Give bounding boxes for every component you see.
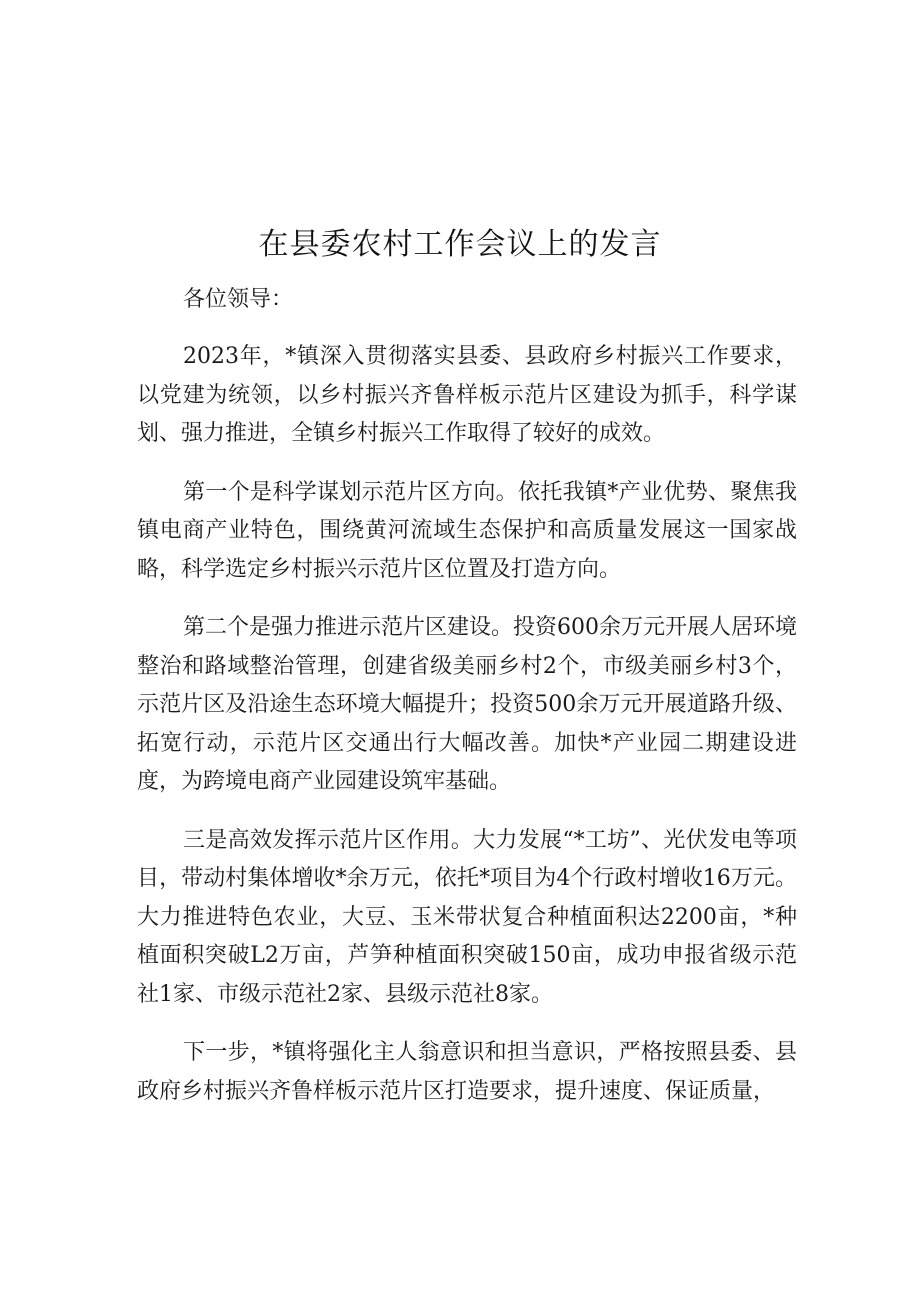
document-title: 在县委农村工作会议上的发言: [258, 227, 662, 262]
paragraph-intro: 2023年，*镇深入贯彻落实县委、县政府乡村振兴工作要求，以党建为统领，以乡村振兴齐鲁样板示范片区建设为抓手，科学谋划、强力推进，全镇乡村振兴工作取得了较好的成效。: [137, 344, 797, 446]
paragraph-point-two: 第二个是强力推进示范片区建设。投资600余万元开展人居环境整治和路域整治管理，创建省级美丽乡村2个，市级美丽乡村3个，示范片区及沿途生态环境大幅提升；投资500余万元开展道路升级、拓宽行动，示范片区交通出行大幅改善。加快*产业园二期建设进度，为跨境电商产业园建设筑牢基础。: [137, 615, 797, 794]
document-body: [137, 282, 797, 1111]
paragraph-next-step: 下一步，*镇将强化主人翁意识和担当意识，严格按照县委、县政府乡村振兴齐鲁样板示范片区打造要求，提升速度、保证质量，: [137, 1040, 797, 1104]
salutation: 各位领导：: [183, 287, 294, 312]
paragraph-point-three: 三是高效发挥示范片区作用。大力发展“*工坊”、光伏发电等项目，带动村集体增收*余万元，依托*项目为4个行政村增收16万元。大力推进特色农业，大豆、玉米带状复合种植面积达2200亩，*种植面积突破L2万亩，芦笋种植面积突破150亩，成功申报省级示范社1家、市级示范社2家、县级示范社8家。: [137, 827, 797, 1007]
paragraph-point-one: 第一个是科学谋划示范片区方向。依托我镇*产业优势、聚焦我镇电商产业特色，围绕黄河流域生态保护和高质量发展这一国家战略，科学选定乡村振兴示范片区位置及打造方向。: [137, 479, 797, 582]
